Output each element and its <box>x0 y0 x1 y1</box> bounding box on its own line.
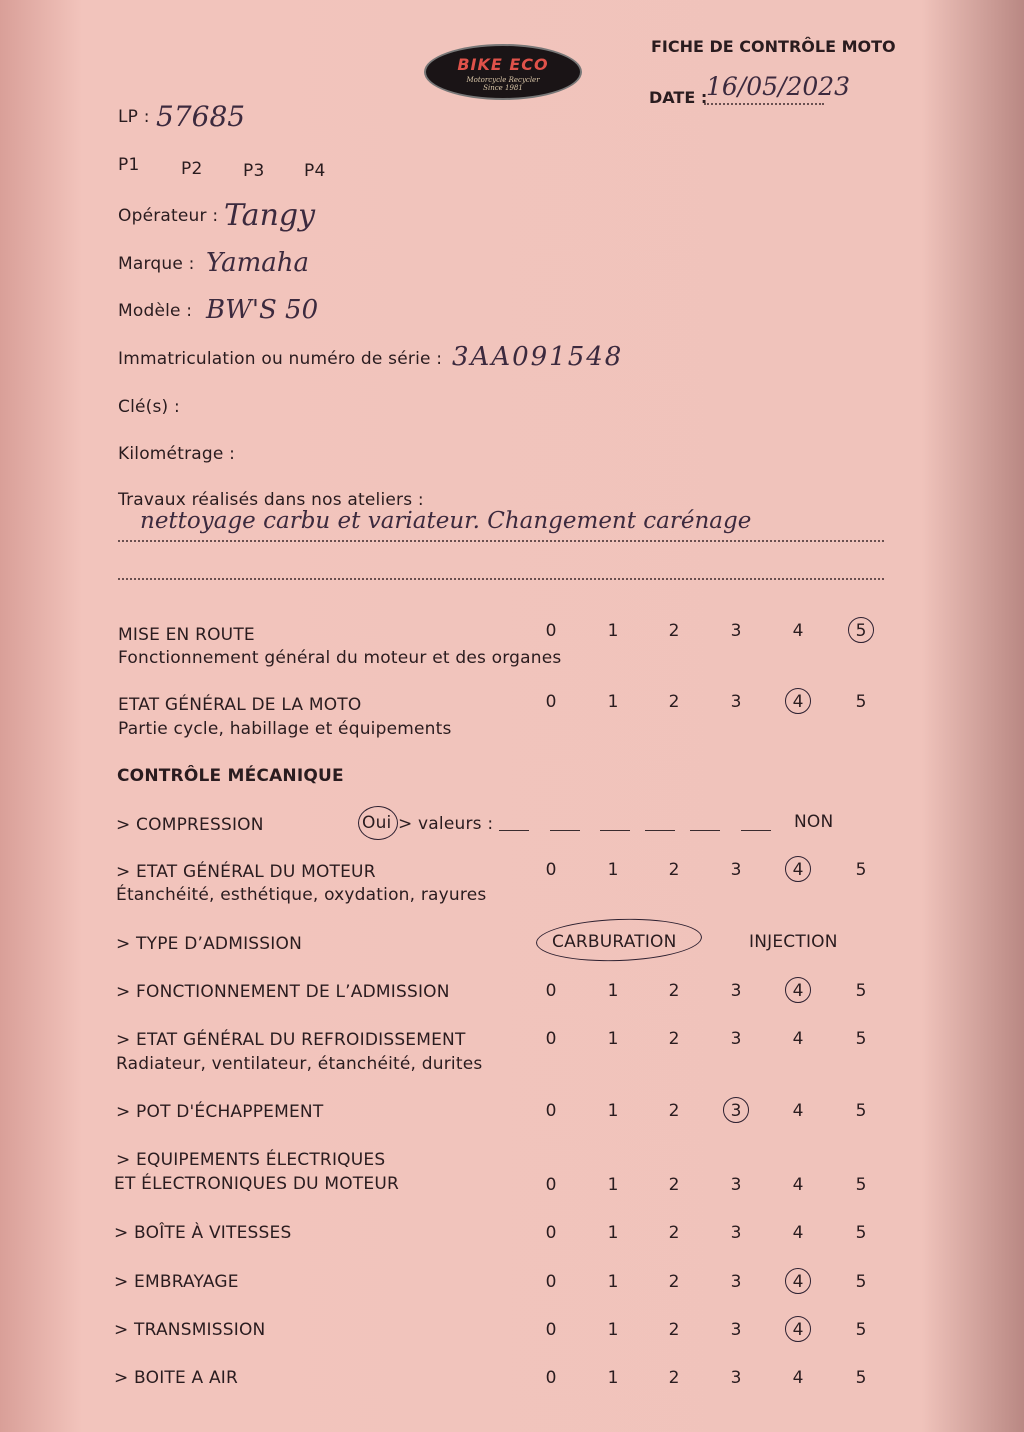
fonctionnement-admission-label: > FONCTIONNEMENT DE L’ADMISSION <box>116 982 450 1002</box>
bike-eco-logo <box>424 44 582 100</box>
etat-general-moto-title: ETAT GÉNÉRAL DE LA MOTO <box>118 695 362 715</box>
etat-general-moto-rating-2: 2 <box>668 692 680 712</box>
boite-air-label: > BOITE A AIR <box>114 1368 239 1388</box>
boite-vitesses-label: > BOÎTE À VITESSES <box>114 1223 292 1243</box>
modele-value: BW'S 50 <box>206 295 319 325</box>
pot-echappement-rating-3: 3 <box>730 1101 742 1121</box>
equipements-electriques-rating-3: 3 <box>730 1175 742 1195</box>
cles-label: Clé(s) : <box>118 397 180 417</box>
admission-carburation: CARBURATION <box>552 932 677 952</box>
transmission-rating-3: 3 <box>730 1320 742 1340</box>
etat-general-moto-rating-4: 4 <box>792 692 804 712</box>
etat-general-moto-rating-5: 5 <box>855 692 867 712</box>
admission-type-label: > TYPE D’ADMISSION <box>116 934 303 954</box>
compression-value-blank <box>550 830 580 831</box>
compression-oui-circle <box>358 806 398 840</box>
position-p2: P2 <box>181 159 203 179</box>
date-value: 16/05/2023 <box>706 72 851 101</box>
transmission-label: > TRANSMISSION <box>114 1320 266 1340</box>
admission-carburation-circle <box>535 916 702 964</box>
transmission-rating-5: 5 <box>855 1320 867 1340</box>
lp-value: 57685 <box>156 100 246 133</box>
kilometrage-label: Kilométrage : <box>118 444 236 464</box>
etat-moteur-rating-2: 2 <box>668 860 680 880</box>
etat-moteur-rating-5: 5 <box>855 860 867 880</box>
compression-valeurs-label: > valeurs : <box>398 814 494 834</box>
embrayage-selected-circle <box>785 1268 811 1294</box>
boite-vitesses-rating-1: 1 <box>607 1223 619 1243</box>
mise-en-route-rating-0: 0 <box>545 621 557 641</box>
immatriculation-value: 3AA091548 <box>452 342 624 372</box>
transmission-rating-1: 1 <box>607 1320 619 1340</box>
compression-value-blank <box>600 830 630 831</box>
boite-air-rating-2: 2 <box>668 1368 680 1388</box>
etat-general-moto-subtitle: Partie cycle, habillage et équipements <box>118 719 452 739</box>
operateur-label: Opérateur : <box>118 206 219 226</box>
embrayage-rating-0: 0 <box>545 1272 557 1292</box>
fonctionnement-admission-rating-1: 1 <box>607 981 619 1001</box>
transmission-selected-circle <box>785 1316 811 1342</box>
pot-echappement-rating-4: 4 <box>792 1101 804 1121</box>
boite-air-rating-4: 4 <box>792 1368 804 1388</box>
travaux-line-1 <box>118 540 884 542</box>
refroidissement-rating-3: 3 <box>730 1029 742 1049</box>
pot-echappement-rating-1: 1 <box>607 1101 619 1121</box>
pot-echappement-selected-circle <box>723 1097 749 1123</box>
equipements-electriques-sub: ET ÉLECTRONIQUES DU MOTEUR <box>114 1174 399 1194</box>
fonctionnement-admission-rating-4: 4 <box>792 981 804 1001</box>
equipements-electriques-rating-4: 4 <box>792 1175 804 1195</box>
refroidissement-rating-5: 5 <box>855 1029 867 1049</box>
fonctionnement-admission-selected-circle <box>785 977 811 1003</box>
mise-en-route-title: MISE EN ROUTE <box>118 625 255 645</box>
transmission-rating-2: 2 <box>668 1320 680 1340</box>
immatriculation-label: Immatriculation ou numéro de série : <box>118 349 443 369</box>
form-title: FICHE DE CONTRÔLE MOTO <box>651 37 896 56</box>
boite-air-rating-3: 3 <box>730 1368 742 1388</box>
position-p1: P1 <box>118 155 140 175</box>
position-p4: P4 <box>304 161 326 181</box>
refroidissement-sub: Radiateur, ventilateur, étanchéité, durites <box>116 1054 483 1074</box>
compression-non: NON <box>794 812 834 832</box>
transmission-rating-4: 4 <box>792 1320 804 1340</box>
refroidissement-rating-4: 4 <box>792 1029 804 1049</box>
compression-value-blank <box>499 830 529 831</box>
mise-en-route-rating-4: 4 <box>792 621 804 641</box>
pot-echappement-rating-0: 0 <box>545 1101 557 1121</box>
embrayage-rating-3: 3 <box>730 1272 742 1292</box>
refroidissement-rating-1: 1 <box>607 1029 619 1049</box>
fonctionnement-admission-rating-0: 0 <box>545 981 557 1001</box>
pot-echappement-rating-2: 2 <box>668 1101 680 1121</box>
etat-moteur-rating-0: 0 <box>545 860 557 880</box>
boite-air-rating-0: 0 <box>545 1368 557 1388</box>
pot-echappement-rating-5: 5 <box>855 1101 867 1121</box>
compression-oui: Oui <box>362 813 392 833</box>
mise-en-route-subtitle: Fonctionnement général du moteur et des organes <box>118 648 562 668</box>
travaux-value: nettoyage carbu et variateur. Changement carénage <box>140 508 752 534</box>
logo-text: BIKE ECO <box>457 55 549 74</box>
fonctionnement-admission-rating-3: 3 <box>730 981 742 1001</box>
travaux-line-2 <box>118 578 884 580</box>
admission-injection: INJECTION <box>749 932 838 952</box>
boite-vitesses-rating-3: 3 <box>730 1223 742 1243</box>
embrayage-rating-4: 4 <box>792 1272 804 1292</box>
fonctionnement-admission-rating-5: 5 <box>855 981 867 1001</box>
mise-en-route-rating-5: 5 <box>855 621 867 641</box>
modele-label: Modèle : <box>118 301 193 321</box>
etat-general-moto-rating-1: 1 <box>607 692 619 712</box>
mise-en-route-rating-2: 2 <box>668 621 680 641</box>
boite-vitesses-rating-4: 4 <box>792 1223 804 1243</box>
etat-moteur-selected-circle <box>785 856 811 882</box>
lp-label: LP : <box>118 107 150 127</box>
equipements-electriques-rating-5: 5 <box>855 1175 867 1195</box>
compression-label: > COMPRESSION <box>116 815 264 835</box>
embrayage-label: > EMBRAYAGE <box>114 1272 239 1292</box>
equipements-electriques-rating-1: 1 <box>607 1175 619 1195</box>
transmission-rating-0: 0 <box>545 1320 557 1340</box>
fonctionnement-admission-rating-2: 2 <box>668 981 680 1001</box>
section-controle-mecanique: CONTRÔLE MÉCANIQUE <box>117 766 344 786</box>
boite-vitesses-rating-5: 5 <box>855 1223 867 1243</box>
date-line <box>704 103 824 105</box>
mise-en-route-selected-circle <box>848 617 874 643</box>
refroidissement-rating-2: 2 <box>668 1029 680 1049</box>
refroidissement-rating-0: 0 <box>545 1029 557 1049</box>
boite-air-rating-5: 5 <box>855 1368 867 1388</box>
etat-moteur-rating-3: 3 <box>730 860 742 880</box>
compression-value-blank <box>741 830 771 831</box>
equipements-electriques-rating-0: 0 <box>545 1175 557 1195</box>
date-label: DATE : <box>649 88 708 107</box>
logo-tagline: Motorcycle Recycler Since 1981 <box>466 76 540 92</box>
boite-vitesses-rating-0: 0 <box>545 1223 557 1243</box>
refroidissement-label: > ETAT GÉNÉRAL DU REFROIDISSEMENT <box>116 1030 466 1050</box>
embrayage-rating-1: 1 <box>607 1272 619 1292</box>
etat-general-moto-rating-0: 0 <box>545 692 557 712</box>
compression-value-blank <box>645 830 675 831</box>
etat-general-moto-selected-circle <box>785 688 811 714</box>
marque-value: Yamaha <box>206 248 310 278</box>
etat-moteur-sub: Étanchéité, esthétique, oxydation, rayures <box>116 885 487 905</box>
etat-general-moto-rating-3: 3 <box>730 692 742 712</box>
position-p3: P3 <box>243 161 265 181</box>
travaux-label: Travaux réalisés dans nos ateliers : <box>118 490 424 510</box>
embrayage-rating-5: 5 <box>855 1272 867 1292</box>
mise-en-route-rating-1: 1 <box>607 621 619 641</box>
etat-moteur-rating-1: 1 <box>607 860 619 880</box>
boite-vitesses-rating-2: 2 <box>668 1223 680 1243</box>
equipements-electriques-label: > EQUIPEMENTS ÉLECTRIQUES <box>116 1150 386 1170</box>
etat-moteur-rating-4: 4 <box>792 860 804 880</box>
pot-echappement-label: > POT D'ÉCHAPPEMENT <box>116 1102 324 1122</box>
equipements-electriques-rating-2: 2 <box>668 1175 680 1195</box>
compression-value-blank <box>690 830 720 831</box>
boite-air-rating-1: 1 <box>607 1368 619 1388</box>
operateur-value: Tangy <box>224 198 316 233</box>
mise-en-route-rating-3: 3 <box>730 621 742 641</box>
embrayage-rating-2: 2 <box>668 1272 680 1292</box>
etat-moteur-label: > ETAT GÉNÉRAL DU MOTEUR <box>116 862 376 882</box>
marque-label: Marque : <box>118 254 195 274</box>
